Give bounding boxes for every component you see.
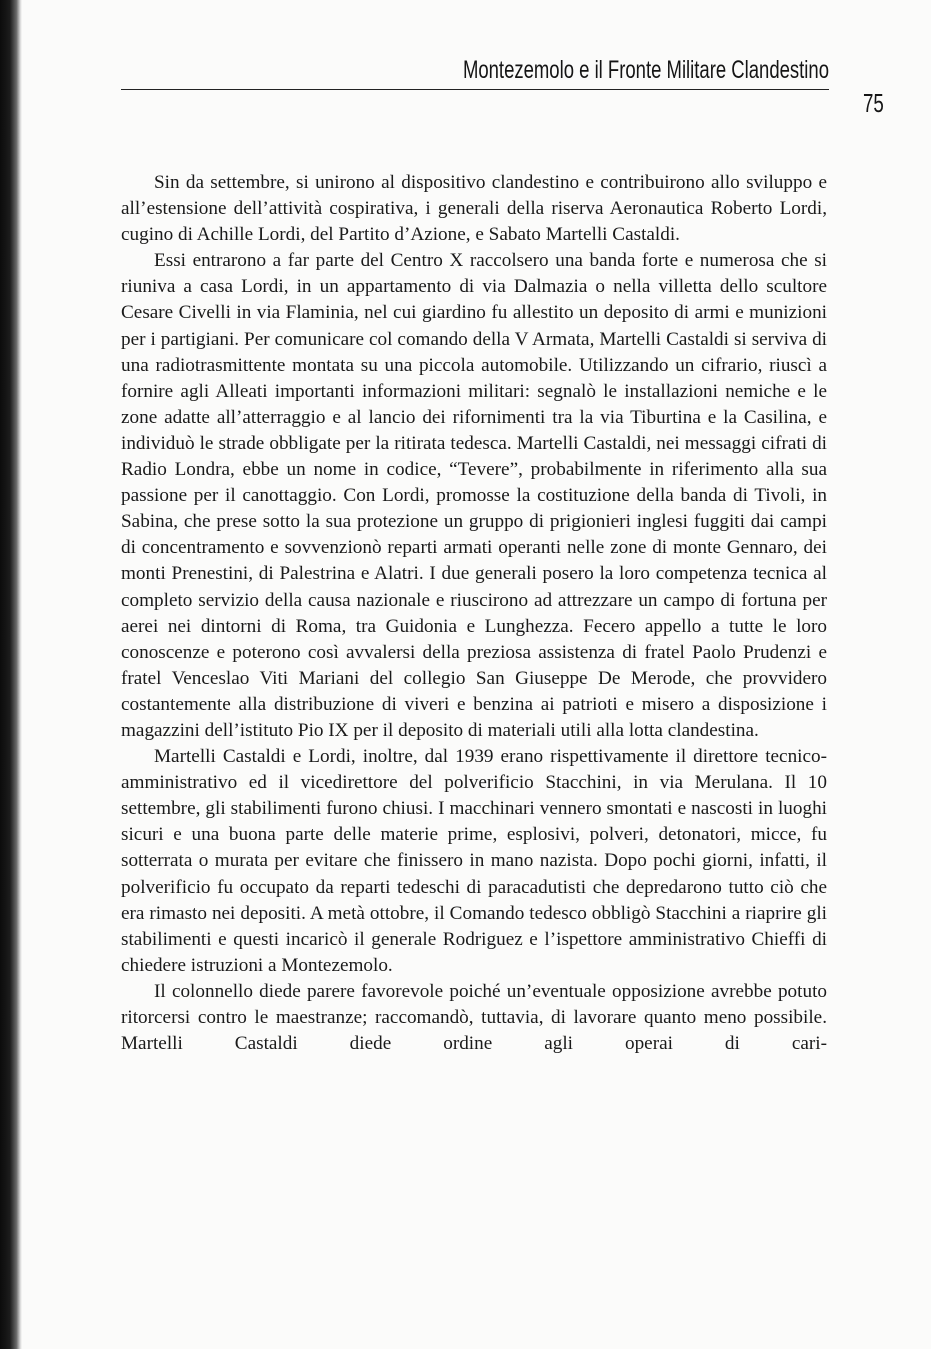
binding-shadow xyxy=(0,0,22,1349)
page-number: 75 xyxy=(863,88,884,118)
running-header-title: Montezemolo e il Fronte Militare Clandestino xyxy=(462,56,829,84)
paragraph-4: Il colonnello diede parere favorevole poiché un’eventuale opposizione avrebbe potuto ritorcersi contro le maestranze; raccomandò, tuttavia, di lavorare quanto meno possibile. Martelli Castaldi diede ordine agli operai di cari- xyxy=(121,980,827,1055)
paragraph-3: Martelli Castaldi e Lordi, inoltre, dal 1939 erano rispettivamente il direttore tecnico-amministrativo ed il vicedirettore del polverificio Stacchini, in via Merulana. Il 10 settembre, gli stabilimenti furono chiusi. I macchinari vennero smontati e nascosti in luoghi sicuri e una buona parte delle materie prime, esplosivi, polveri, detonatori, micce, fu sotterrata o murata per evitare che finissero in mano nazista. Dopo pochi giorni, infatti, il polverificio fu occupato da reparti tedeschi di paracadutisti che depredarono tutto ciò che era rimasto nei depositi. A metà ottobre, il Comando tedesco obbligò Stacchini a riaprire gli stabilimenti e questi incaricò il generale Rodriguez e l’ispettore amministrativo Chieffi di chiedere istruzioni a Montezemolo. xyxy=(121,746,827,976)
paragraph-1: Sin da settembre, si unirono al dispositivo clandestino e contribuirono allo sviluppo e all’estensione dell’attività cospirativa, i generali della riserva Aeronautica Roberto Lordi, cugino di Achille Lordi, del Partito d’Azione, e Sabato Martelli Castaldi. xyxy=(121,172,827,246)
header-rule xyxy=(121,89,829,90)
paragraph-2: Essi entrarono a far parte del Centro X raccolsero una banda forte e numerosa che si riuniva a casa Lordi, in un appartamento di via Dalmazia o nella villetta dello scultore Cesare Civelli in via Flaminia, nel cui giardino fu allestito un deposito di armi e munizioni per i partigiani. Per comunicare col comando della V Armata, Martelli Castaldi si serviva di una radiotrasmittente montata su una piccola automobile. Utilizzando un cifrario, riuscì a fornire agli Alleati importanti informazioni militari: segnalò le installazioni nemiche e le zone adatte all’atterraggio e al lancio dei rifornimenti tra la via Tiburtina e la Casilina, e individuò le strade obbligate per la ritirata tedesca. Martelli Castaldi, nei messaggi cifrati di Radio Londra, ebbe un nome in codice, “Tevere”, probabilmente in riferimento alla sua passione per il canottaggio. Con Lordi, promosse la costituzione della banda di Tivoli, in Sabina, che prese sotto la sua protezione un gruppo di prigionieri inglesi fuggiti dai campi di concentramento e sovvenzionò reparti armati operanti nelle zone di monte Gennaro, dei monti Prenestini, di Palestrina e Alatri. I due generali posero la loro competenza tecnica al completo servizio della causa nazionale e riuscirono ad attrezzare un campo di fortuna per aerei nei dintorni di Roma, tra Guidonia e Lunghezza. Fecero appello a tutte le loro conoscenze e poterono così avvalersi della preziosa assistenza di fratel Paolo Prudenzi e fratel Venceslao Viti Mariani del collegio San Giuseppe De Merode, che provvidero costantemente alla distribuzione di viveri e benzina ai patrioti e misero a disposizione i magazzini dell’istituto Pio IX per il deposito di materiali utili alla lotta clandestina. xyxy=(121,250,827,741)
body-text xyxy=(121,170,827,1057)
